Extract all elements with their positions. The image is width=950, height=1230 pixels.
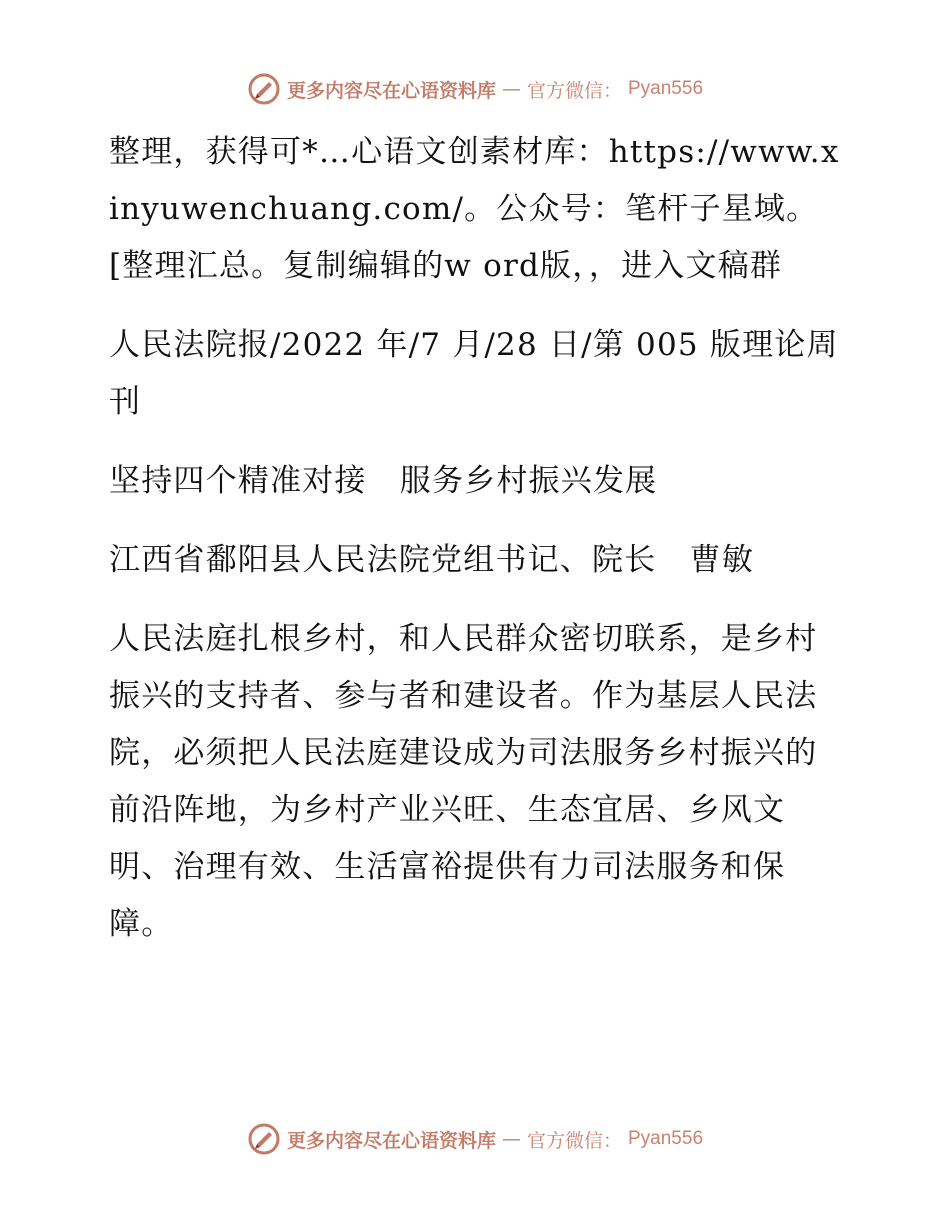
source-line: 人民法院报/2022 年/7 月/28 日/第 005 版理论周刊: [109, 327, 839, 420]
watermark-separator: —: [501, 78, 521, 100]
watermark-separator: —: [501, 1128, 521, 1150]
document-body: [97, 124, 849, 975]
author-line: 江西省鄱阳县人民法院党组书记、院长 曹敏: [109, 542, 754, 578]
watermark-official-label: 官方微信：: [526, 1129, 622, 1152]
pen-seal-icon: [247, 1122, 281, 1156]
watermark-official-label: 官方微信：: [526, 79, 622, 102]
footer-watermark: [0, 1122, 950, 1156]
watermark-wechat-id: Pyan556: [628, 1128, 704, 1149]
body-paragraph: 人民法庭扎根乡村，和人民群众密切联系，是乡村振兴的支持者、参与者和建设者。作为基层人民法院，必须把人民法庭建设成为司法服务乡村振兴的前沿阵地，为乡村产业兴旺、生态宜居、乡风文明、治理有效、生活富裕提供有力司法服务和保障。: [109, 621, 818, 942]
pen-seal-icon: [247, 72, 281, 106]
article-title: 坚持四个精准对接 服务乡村振兴发展: [109, 463, 658, 499]
intro-paragraph: 整理，获得可*…心语文创素材库：https://www.xinyuwenchuang.com/。公众号：笔杆子星域。[整理汇总。复制编辑的w ord版，，进入文稿群: [109, 134, 840, 284]
watermark-wechat-id: Pyan556: [628, 78, 704, 99]
watermark-main-text: 更多内容尽在心语资料库: [286, 1129, 496, 1152]
header-watermark: [0, 72, 950, 106]
watermark-main-text: 更多内容尽在心语资料库: [286, 79, 496, 102]
